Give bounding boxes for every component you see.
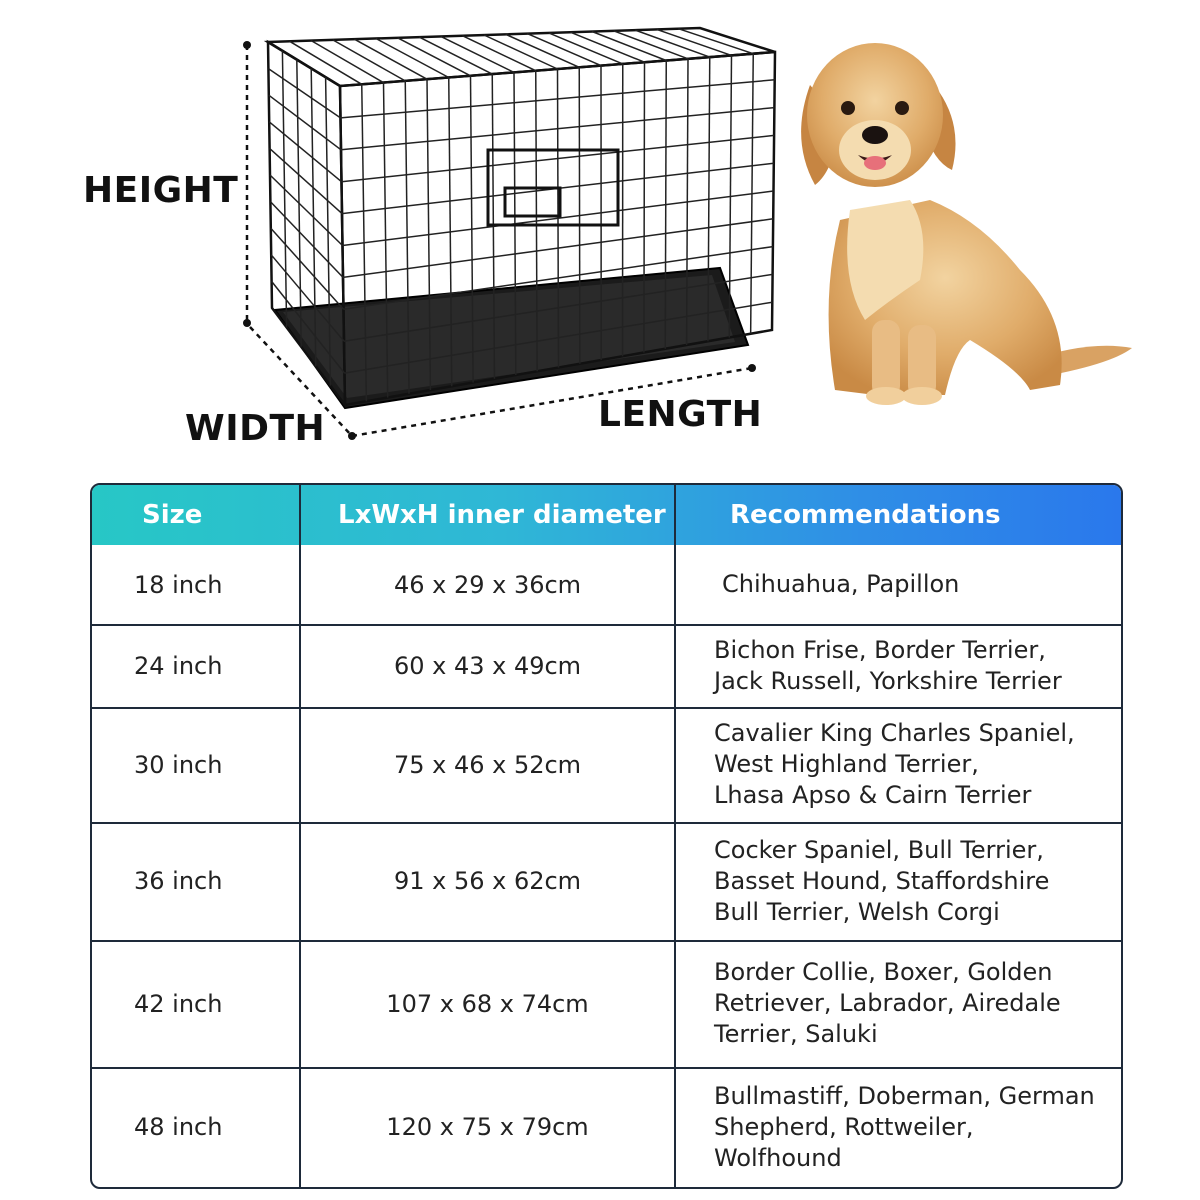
length-label: LENGTH <box>598 394 763 435</box>
column-divider <box>674 485 676 1187</box>
dimensions-cell: 107 x 68 x 74cm <box>386 989 589 1018</box>
recommendations-cell: Cavalier King Charles Spaniel, West Highland Terrier, Lhasa Apso & Cairn Terrier <box>714 719 1075 809</box>
recommendations-cell: Bullmastiff, Doberman, German Shepherd, Rottweiler, Wolfhound <box>714 1081 1095 1172</box>
size-cell: 42 inch <box>134 989 223 1018</box>
recommendations-cell: Bichon Frise, Border Terrier, Jack Russell, Yorkshire Terrier <box>714 635 1062 695</box>
header-dimensions: LxWxH inner diameter <box>338 500 666 530</box>
header-recommendations: Recommendations <box>730 500 1001 530</box>
table-header <box>92 485 1121 545</box>
recommendations-cell: Chihuahua, Papillon <box>722 570 960 598</box>
recommendations-cell: Border Collie, Boxer, Golden Retriever, Labrador, Airedale Terrier, Saluki <box>714 958 1061 1048</box>
table-row <box>92 940 1121 1067</box>
column-divider <box>299 485 301 1187</box>
row-divider <box>92 822 1121 824</box>
dimensions-cell: 120 x 75 x 79cm <box>386 1113 589 1141</box>
size-cell: 18 inch <box>134 570 223 599</box>
puppy-image <box>780 20 1150 420</box>
table-row <box>92 545 1121 624</box>
dimensions-cell: 75 x 46 x 52cm <box>393 750 582 779</box>
recommendations-cell: Cocker Spaniel, Bull Terrier, Basset Hound, Staffordshire Bull Terrier, Welsh Corgi <box>714 835 1050 926</box>
dimensions-cell: 91 x 56 x 62cm <box>393 867 582 895</box>
row-divider <box>92 1067 1121 1069</box>
size-table <box>90 483 1123 1189</box>
table-row <box>92 822 1121 940</box>
row-divider <box>92 940 1121 942</box>
size-cell: 30 inch <box>134 750 223 779</box>
dimensions-cell: 60 x 43 x 49cm <box>393 651 582 680</box>
row-divider <box>92 707 1121 709</box>
table-row <box>92 707 1121 822</box>
row-divider <box>92 624 1121 626</box>
table-row <box>92 624 1121 707</box>
size-cell: 48 inch <box>134 1113 223 1141</box>
height-label: HEIGHT <box>83 170 239 211</box>
header-size: Size <box>142 500 203 530</box>
size-cell: 24 inch <box>134 651 223 680</box>
size-cell: 36 inch <box>134 867 223 895</box>
table-row <box>92 1067 1121 1187</box>
width-label: WIDTH <box>185 408 326 449</box>
product-illustration <box>0 0 1200 470</box>
dimensions-cell: 46 x 29 x 36cm <box>393 570 582 599</box>
